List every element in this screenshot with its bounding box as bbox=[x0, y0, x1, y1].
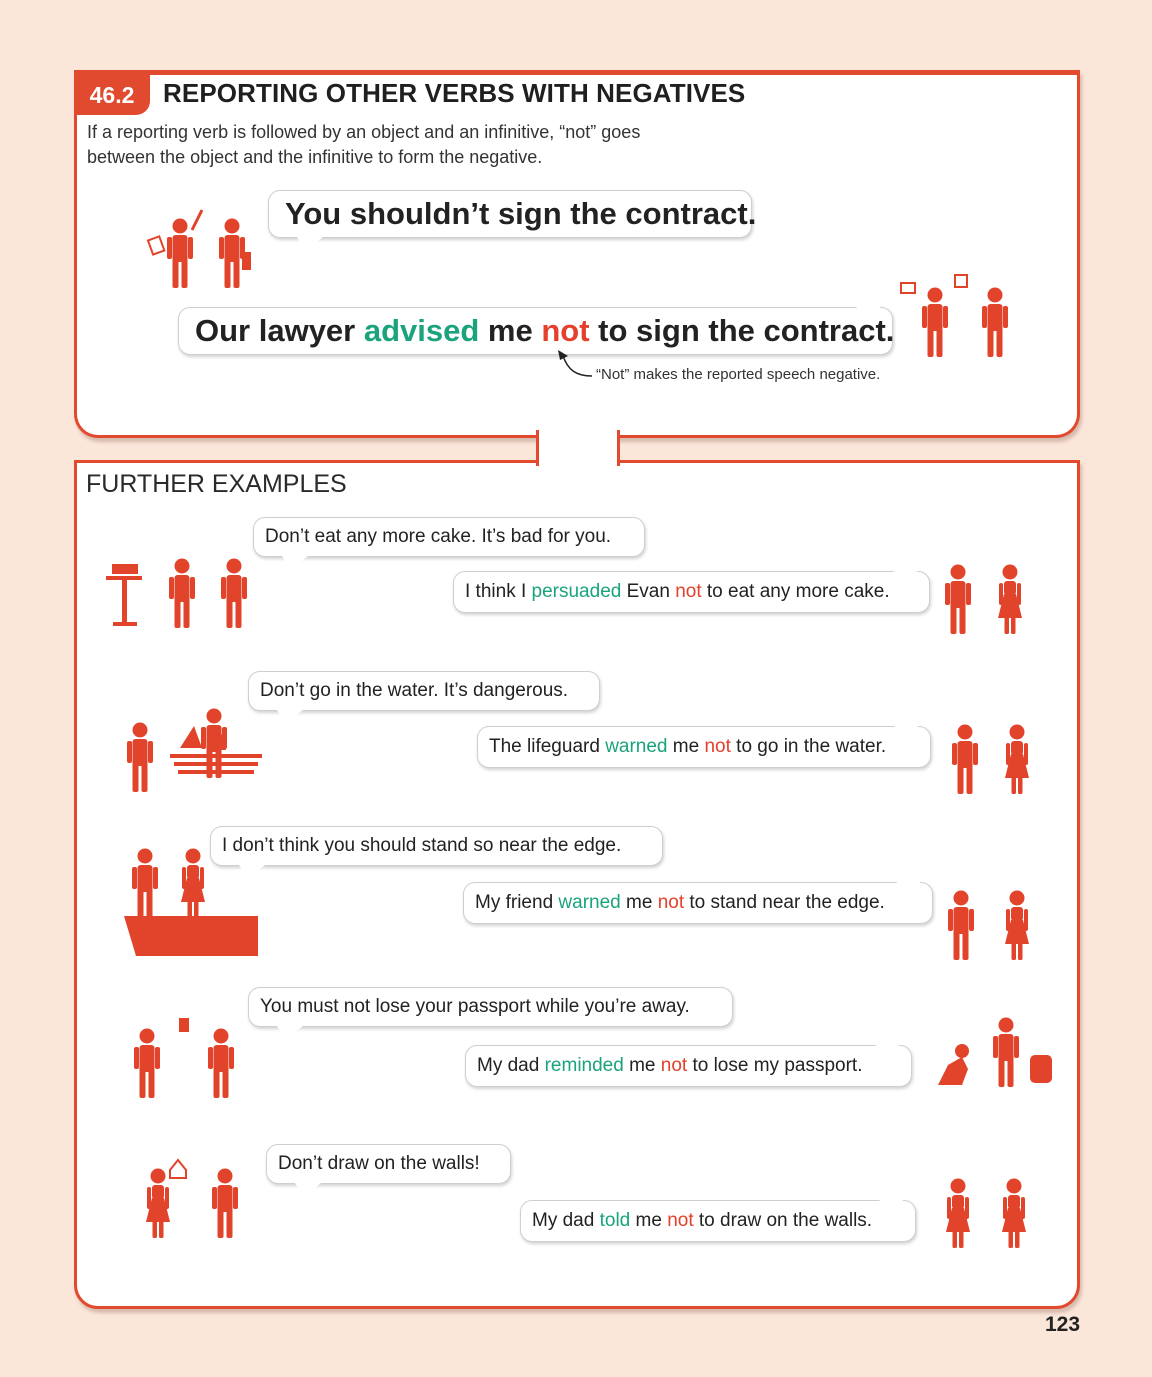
bubble-tail bbox=[893, 558, 917, 572]
reported-post: to lose my passport. bbox=[687, 1055, 863, 1076]
reporting-verb: advised bbox=[363, 313, 480, 348]
negative-word: not bbox=[657, 892, 685, 913]
bubble-tail bbox=[856, 294, 880, 308]
reported-object: me bbox=[479, 313, 542, 348]
direct-speech-bubble bbox=[268, 190, 757, 238]
reported-post: to sign the contract. bbox=[589, 313, 895, 348]
reported-speech-bubble bbox=[465, 1045, 912, 1087]
bubble-tail bbox=[894, 713, 918, 727]
person-figure-icon bbox=[895, 265, 1035, 360]
person-figure-icon bbox=[140, 200, 270, 290]
person-figure-icon bbox=[104, 690, 239, 795]
reported-object: me bbox=[667, 736, 705, 757]
bubble-tail bbox=[879, 1187, 903, 1201]
reported-speech-bubble bbox=[178, 307, 893, 355]
direct-speech-bubble bbox=[210, 826, 663, 866]
reporting-verb: warned bbox=[605, 736, 668, 757]
bubble-tail bbox=[239, 865, 265, 879]
person-figure-icon bbox=[930, 542, 1035, 637]
negative-word: not bbox=[704, 736, 731, 757]
direct-speech-bubble bbox=[248, 671, 600, 711]
section-title: REPORTING OTHER VERBS WITH NEGATIVES bbox=[163, 78, 746, 108]
person-figure-icon bbox=[125, 1012, 250, 1102]
suitcase-icon bbox=[932, 995, 1058, 1091]
reported-pre: My dad bbox=[532, 1210, 600, 1231]
reported-object: me bbox=[620, 892, 658, 913]
reported-post: to stand near the edge. bbox=[684, 892, 885, 913]
direct-speech-bubble bbox=[248, 987, 733, 1027]
reported-speech-bubble bbox=[453, 571, 930, 613]
bubble-tail bbox=[277, 710, 303, 724]
negative-word: not bbox=[660, 1055, 688, 1076]
reported-object: me bbox=[623, 1055, 661, 1076]
direct-speech-text: Don’t eat any more cake. It’s bad for you. bbox=[265, 526, 612, 547]
negative-word: not bbox=[667, 1210, 694, 1231]
bubble-tail bbox=[297, 237, 323, 251]
person-figure-icon bbox=[150, 540, 250, 630]
direct-speech-text: You must not lose your passport while you’re away. bbox=[260, 996, 690, 1017]
direct-speech-text: You shouldn’t sign the contract. bbox=[285, 196, 757, 231]
reported-speech-bubble bbox=[520, 1200, 916, 1242]
direct-speech-text: Don’t draw on the walls! bbox=[278, 1153, 480, 1174]
reported-pre: My friend bbox=[475, 892, 559, 913]
reported-speech-bubble bbox=[477, 726, 931, 768]
reported-pre: My dad bbox=[477, 1055, 545, 1076]
person-figure-icon bbox=[930, 1158, 1040, 1250]
negative-word: not bbox=[675, 581, 702, 602]
direct-speech-bubble bbox=[266, 1144, 511, 1184]
reported-post: to eat any more cake. bbox=[701, 581, 890, 602]
bubble-tail bbox=[295, 1183, 321, 1197]
reported-object: me bbox=[630, 1210, 668, 1231]
reported-post: to draw on the walls. bbox=[693, 1210, 873, 1231]
reported-pre: The lifeguard bbox=[489, 736, 606, 757]
direct-speech-bubble bbox=[253, 517, 645, 557]
person-figure-icon bbox=[935, 690, 1040, 798]
direct-speech-text: I don’t think you should stand so near the edge. bbox=[222, 835, 622, 856]
further-examples-heading: FURTHER EXAMPLES bbox=[86, 470, 347, 498]
reporting-verb: told bbox=[599, 1210, 631, 1231]
section-number-badge: 46.2 bbox=[74, 75, 150, 115]
cliff-edge-icon bbox=[124, 916, 260, 958]
bubble-tail bbox=[896, 869, 920, 883]
cake-table-icon bbox=[104, 560, 144, 628]
person-figure-icon bbox=[125, 840, 220, 920]
reported-pre: Our lawyer bbox=[195, 313, 364, 348]
person-figure-icon bbox=[935, 856, 1040, 964]
reporting-verb: reminded bbox=[544, 1055, 624, 1076]
reported-speech-bubble bbox=[463, 882, 933, 924]
arrow-icon bbox=[556, 346, 596, 382]
bubble-tail bbox=[282, 556, 308, 570]
annotation-note: “Not” makes the reported speech negative. bbox=[596, 366, 881, 383]
reported-post: to go in the water. bbox=[730, 736, 887, 757]
section-intro: If a reporting verb is followed by an object and an infinitive, “not” goes between the object and the infinitive to form the negative. bbox=[87, 122, 641, 167]
negative-word: not bbox=[541, 313, 590, 348]
reporting-verb: warned bbox=[558, 892, 621, 913]
reported-pre: I think I bbox=[465, 581, 532, 602]
reported-object: Evan bbox=[621, 581, 676, 602]
page-number: 123 bbox=[1045, 1313, 1081, 1336]
bubble-tail bbox=[277, 1026, 303, 1040]
panel-connector bbox=[536, 430, 620, 466]
direct-speech-text: Don’t go in the water. It’s dangerous. bbox=[260, 680, 569, 701]
bubble-tail bbox=[875, 1032, 899, 1046]
person-figure-icon bbox=[130, 1140, 255, 1240]
reporting-verb: persuaded bbox=[531, 581, 622, 602]
